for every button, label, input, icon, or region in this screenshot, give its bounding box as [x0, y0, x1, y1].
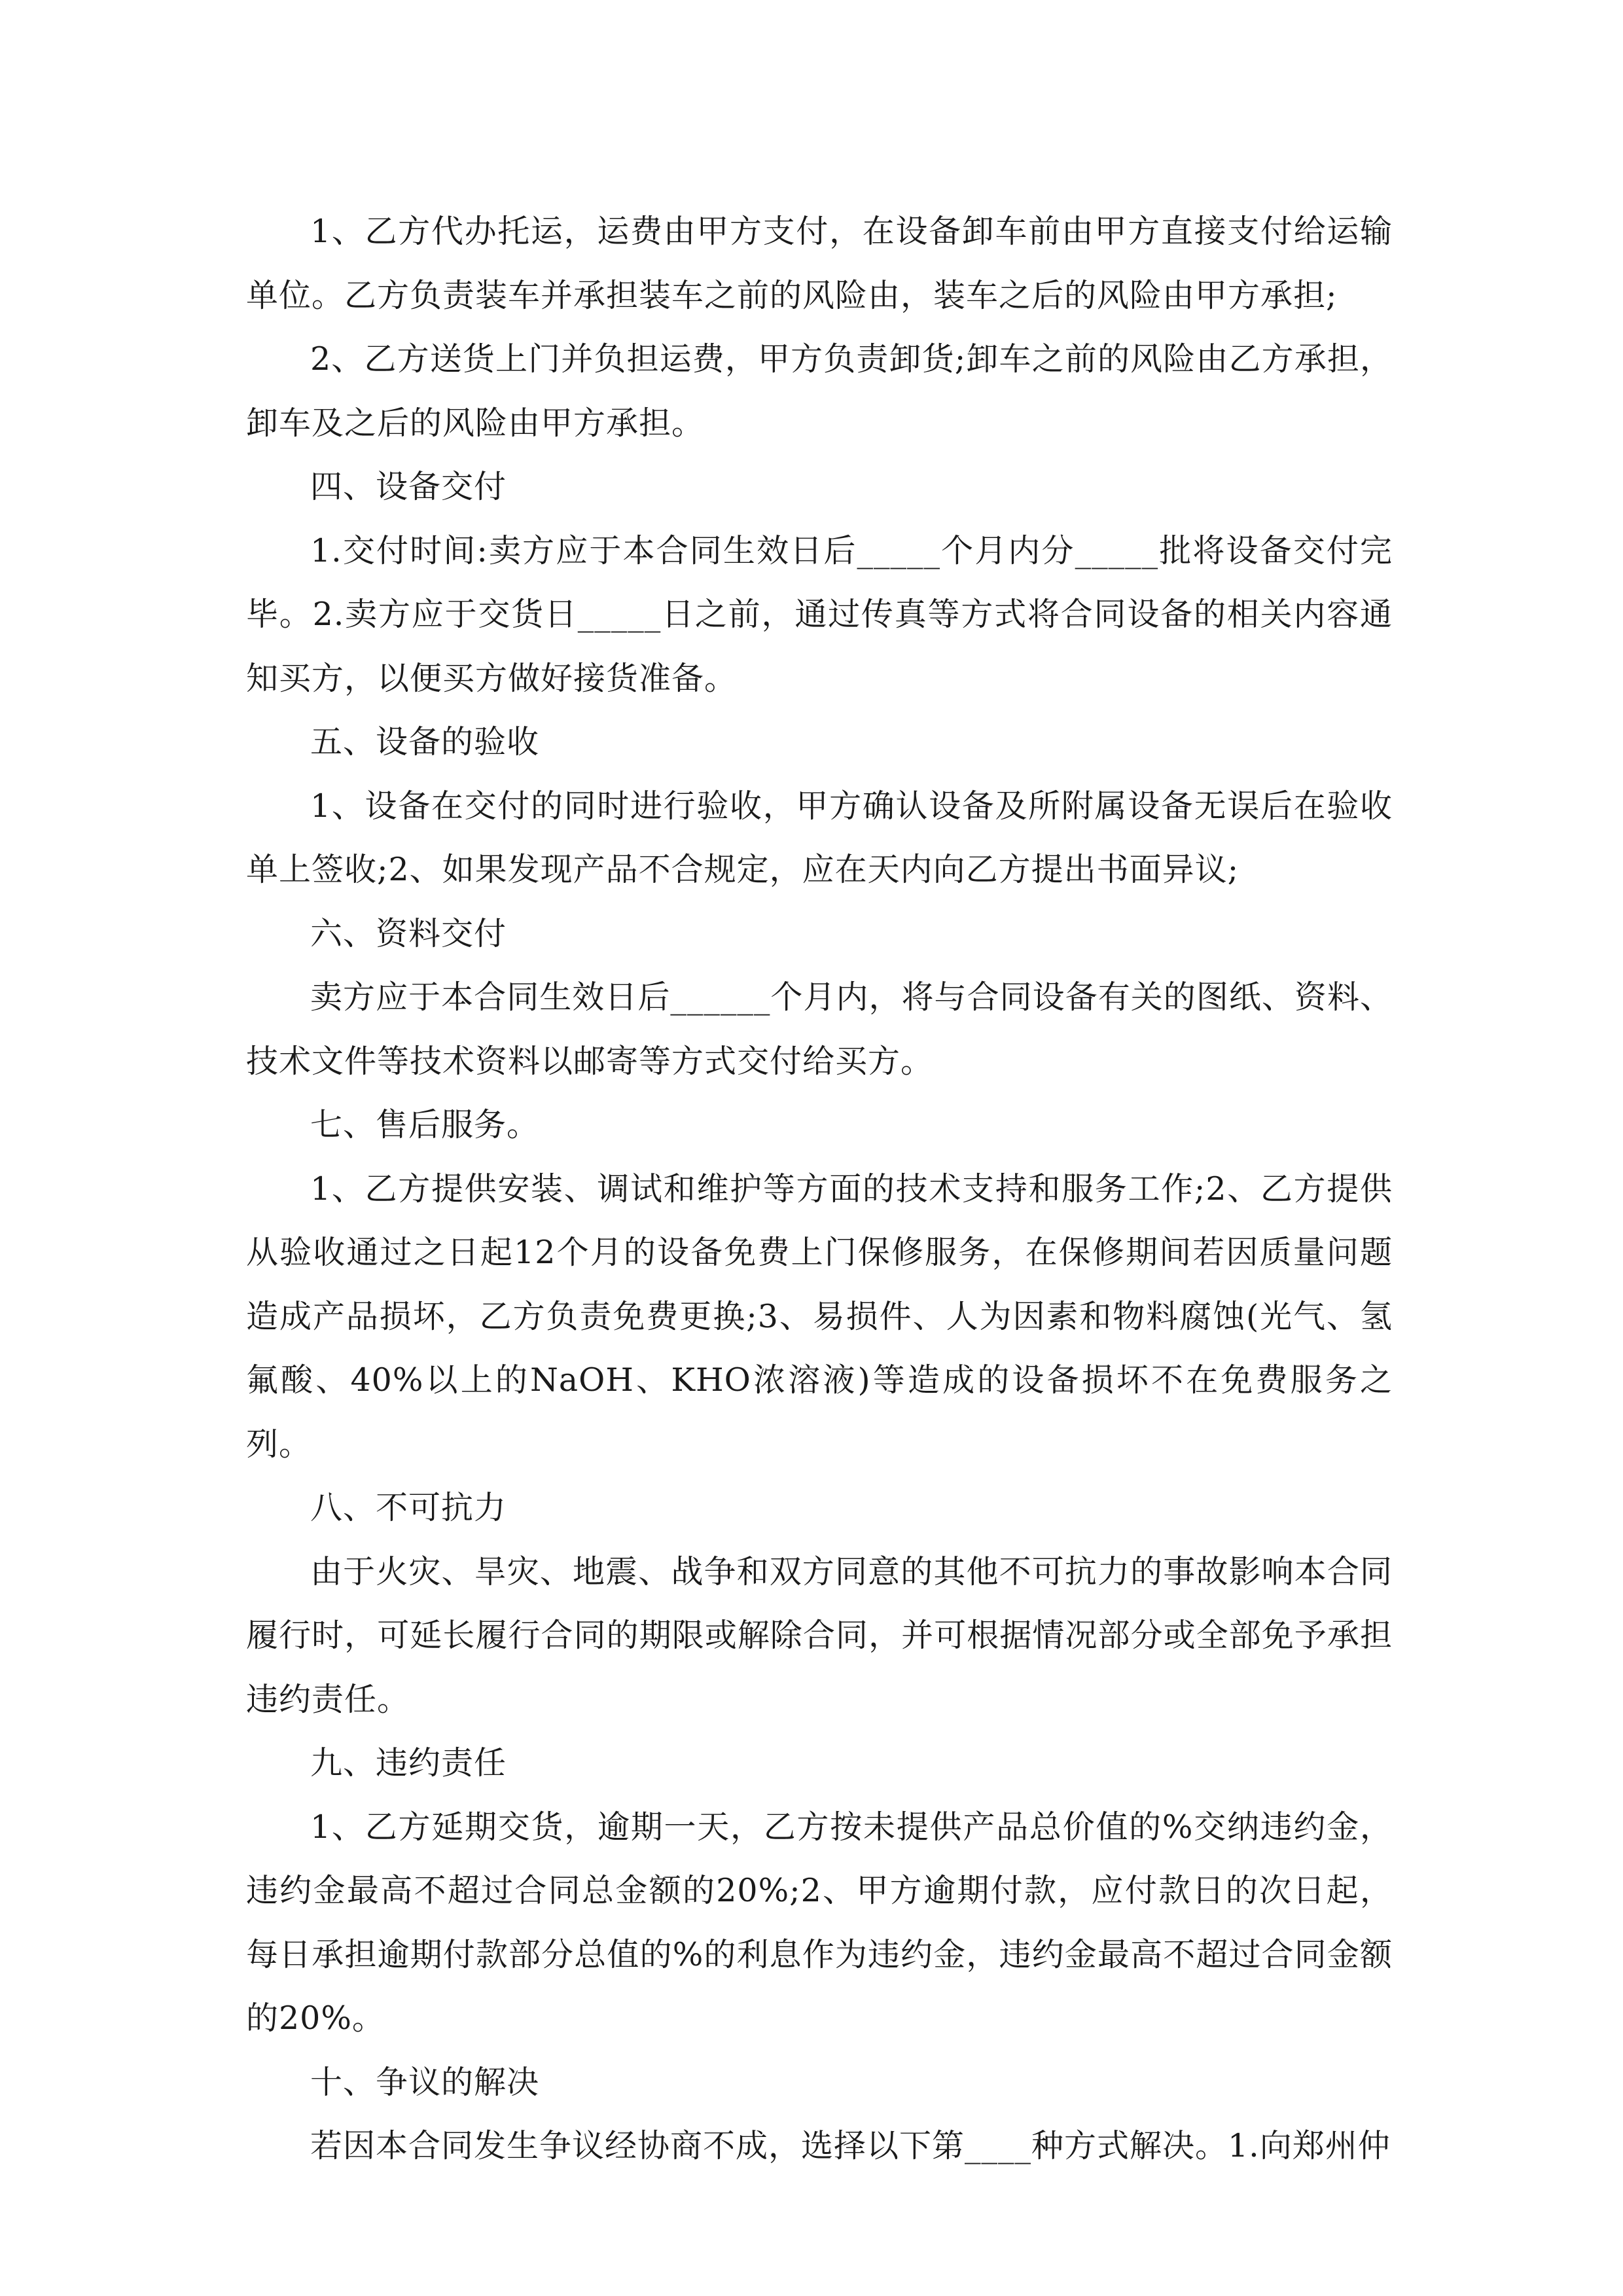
section-heading-7: 七、售后服务。 — [310, 1106, 540, 1143]
paragraph-delivery-time: 1.交付时间:卖方应于本合同生效日后_____个月内分_____批将设备交付完毕。2.卖方应于交货日_____日之前，通过传真等方式将合同设备的相关内容通知买方，以便买方做好接货准备。 — [246, 531, 1393, 697]
section-heading-4: 四、设备交付 — [310, 468, 507, 505]
paragraph-dispute: 若因本合同发生争议经协商不成，选择以下第____种方式解决。1.向郑州仲 — [310, 2127, 1391, 2164]
paragraph-documents: 卖方应于本合同生效日后______个月内，将与合同设备有关的图纸、资料、技术文件等技术资料以邮寄等方式交付给买方。 — [246, 978, 1393, 1080]
paragraph-acceptance: 1、设备在交付的同时进行验收，甲方确认设备及所附属设备无误后在验收单上签收;2、如果发现产品不合规定，应在天内向乙方提出书面异议; — [246, 787, 1393, 888]
section-heading-5: 五、设备的验收 — [310, 723, 540, 761]
section-heading-9: 九、违约责任 — [310, 1744, 507, 1782]
section-heading-8: 八、不可抗力 — [310, 1489, 507, 1526]
paragraph-delivery-option-1: 1、乙方代办托运，运费由甲方支付，在设备卸车前由甲方直接支付给运输单位。乙方负责装车并承担装车之前的风险由，装车之后的风险由甲方承担; — [246, 213, 1393, 314]
section-heading-6: 六、资料交付 — [310, 914, 507, 952]
paragraph-delivery-option-2: 2、乙方送货上门并负担运费，甲方负责卸货;卸车之前的风险由乙方承担，卸车及之后的风险由甲方承担。 — [246, 340, 1393, 442]
paragraph-liability: 1、乙方延期交货，逾期一天，乙方按未提供产品总价值的%交纳违约金，违约金最高不超过合同总金额的20%;2、甲方逾期付款，应付款日的次日起，每日承担逾期付款部分总值的%的利息作为违约金，违约金最高不超过合同金额的20%。 — [246, 1808, 1393, 2037]
document-body — [246, 200, 1393, 2178]
paragraph-force-majeure: 由于火灾、旱灾、地震、战争和双方同意的其他不可抗力的事故影响本合同履行时，可延长履行合同的期限或解除合同，并可根据情况部分或全部免予承担违约责任。 — [246, 1552, 1393, 1718]
section-heading-10: 十、争议的解决 — [310, 2063, 540, 2101]
paragraph-after-sales: 1、乙方提供安装、调试和维护等方面的技术支持和服务工作;2、乙方提供从验收通过之日起12个月的设备免费上门保修服务，在保修期间若因质量问题造成产品损坏，乙方负责免费更换;3、易损件、人为因素和物料腐蚀(光气、氢氟酸、40%以上的NaOH、KHO浓溶液)等造成的设备损坏不在免费服务之列。 — [246, 1170, 1393, 1463]
